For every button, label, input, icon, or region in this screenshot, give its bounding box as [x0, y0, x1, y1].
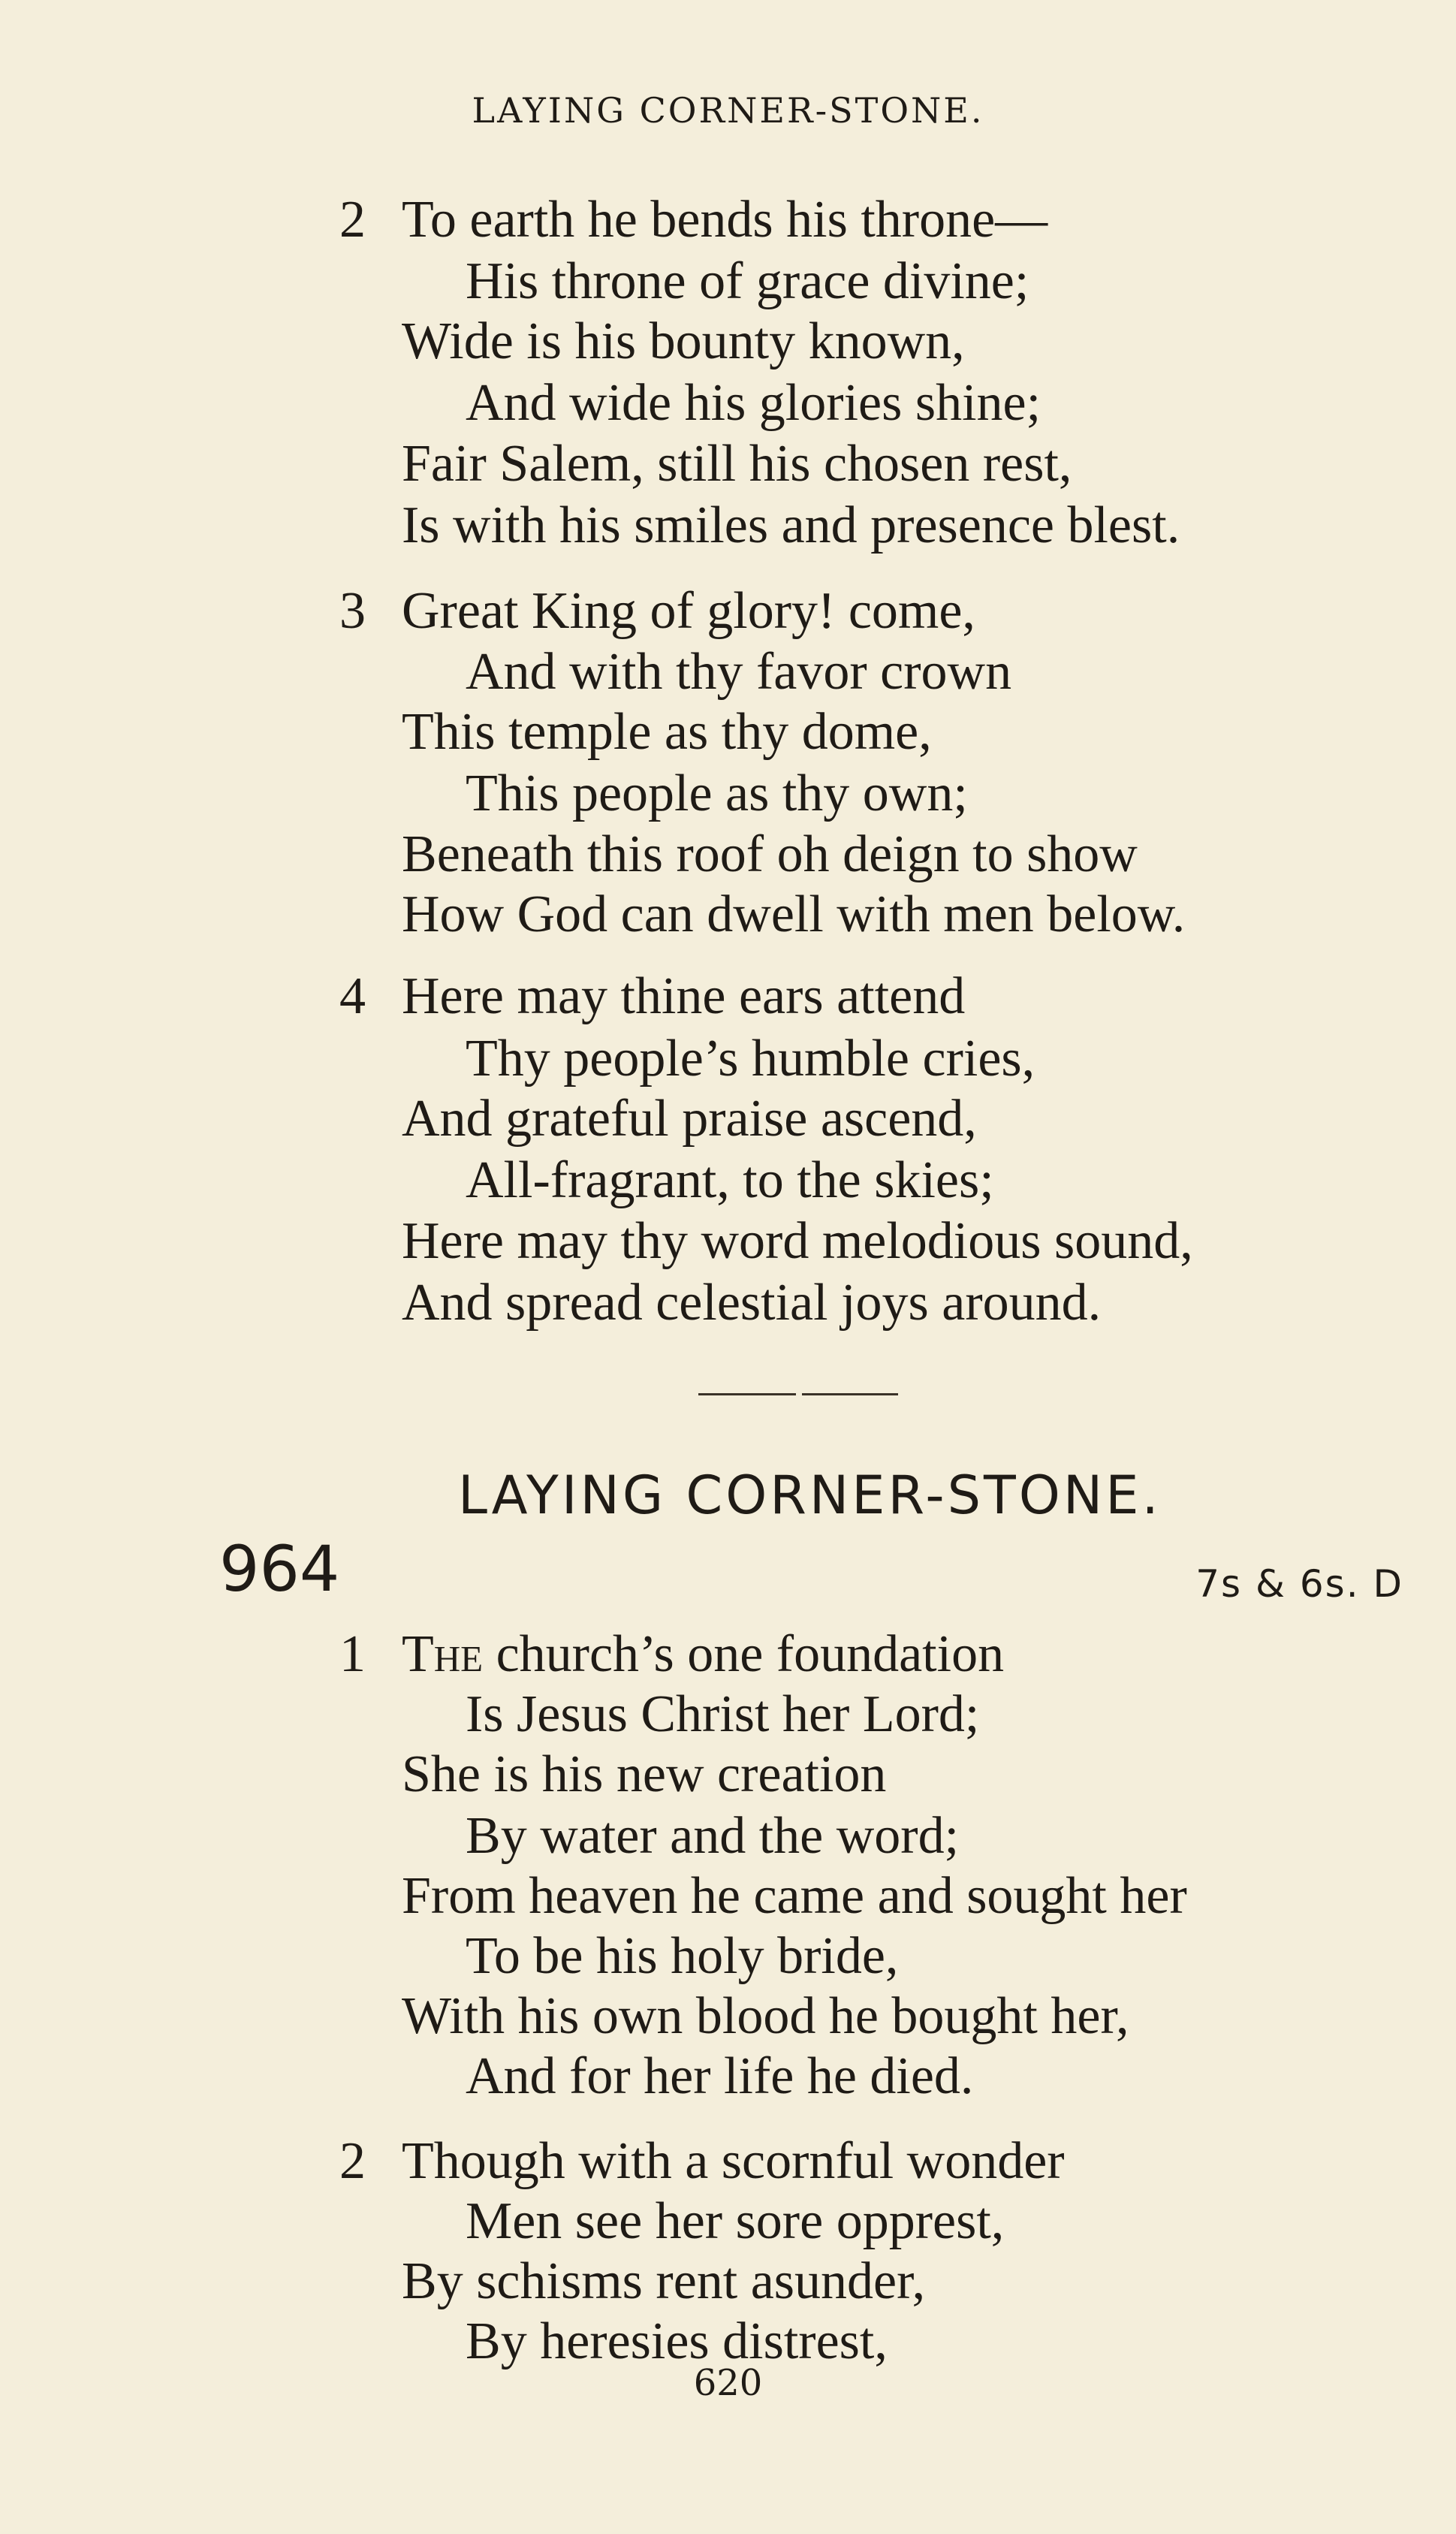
- verse-line: She is his new creation: [402, 1745, 887, 1803]
- verse-line: By schisms rent asunder,: [402, 2252, 926, 2310]
- verse-line: Men see her sore opprest,: [466, 2192, 1005, 2250]
- verse-line: And for her life he died.: [466, 2047, 974, 2105]
- running-head: LAYING CORNER-STONE.: [472, 90, 984, 131]
- verse-line: To be his holy bride,: [466, 1927, 899, 1985]
- verse-line: Fair Salem, still his chosen rest,: [402, 435, 1072, 493]
- page-number: 620: [693, 2362, 763, 2404]
- verse-line: And grateful praise ascend,: [402, 1090, 977, 1148]
- stanza-number: 1: [339, 1625, 366, 1683]
- verse-line: How God can dwell with men below.: [402, 885, 1186, 943]
- hymn-meter: 7s & 6s. D: [1195, 1562, 1403, 1606]
- verse-line: And wide his glories shine;: [466, 374, 1042, 432]
- verse-line: Great King of glory! come,: [402, 582, 975, 640]
- verse-line: With his own blood he bought her,: [402, 1987, 1129, 2045]
- verse-line: Is with his smiles and presence blest.: [402, 496, 1180, 554]
- stanza-number: 3: [339, 582, 366, 640]
- verse-line: Though with a scornful wonder: [402, 2132, 1065, 2190]
- hymn-number: 964: [219, 1532, 340, 1606]
- hymn-title: LAYING CORNER-STONE.: [458, 1465, 1162, 1526]
- stanza-number: 2: [339, 2132, 366, 2190]
- verse-line: Thy people’s humble cries,: [466, 1030, 1035, 1088]
- verse-line: And with thy favor crown: [466, 643, 1012, 701]
- verse-line: This people as thy own;: [466, 765, 968, 822]
- verse-line: This temple as thy dome,: [402, 703, 932, 761]
- verse-line: And spread celestial joys around.: [402, 1274, 1102, 1332]
- verse-line: To earth he bends his throne—: [402, 191, 1048, 249]
- verse-line: Beneath this roof oh deign to show: [402, 825, 1138, 883]
- first-word-small-caps: The: [402, 1625, 484, 1683]
- section-divider: [698, 1393, 898, 1395]
- verse-line: His throne of grace divine;: [466, 252, 1029, 310]
- verse-line: [402, 1624, 1004, 1685]
- verse-line: Wide is his bounty known,: [402, 312, 965, 370]
- verse-line: By heresies distrest,: [466, 2312, 888, 2370]
- verse-line: Here may thine ears attend: [402, 967, 966, 1025]
- stanza-number: 2: [339, 191, 366, 249]
- verse-line: Is Jesus Christ her Lord;: [466, 1685, 980, 1743]
- stanza-number: 4: [339, 967, 366, 1025]
- verse-line-rest: church’s one foundation: [483, 1625, 1005, 1683]
- verse-line: All-fragrant, to the skies;: [466, 1151, 994, 1209]
- verse-line: By water and the word;: [466, 1807, 960, 1865]
- verse-line: From heaven he came and sought her: [402, 1867, 1187, 1925]
- verse-line: Here may thy word melodious sound,: [402, 1212, 1193, 1270]
